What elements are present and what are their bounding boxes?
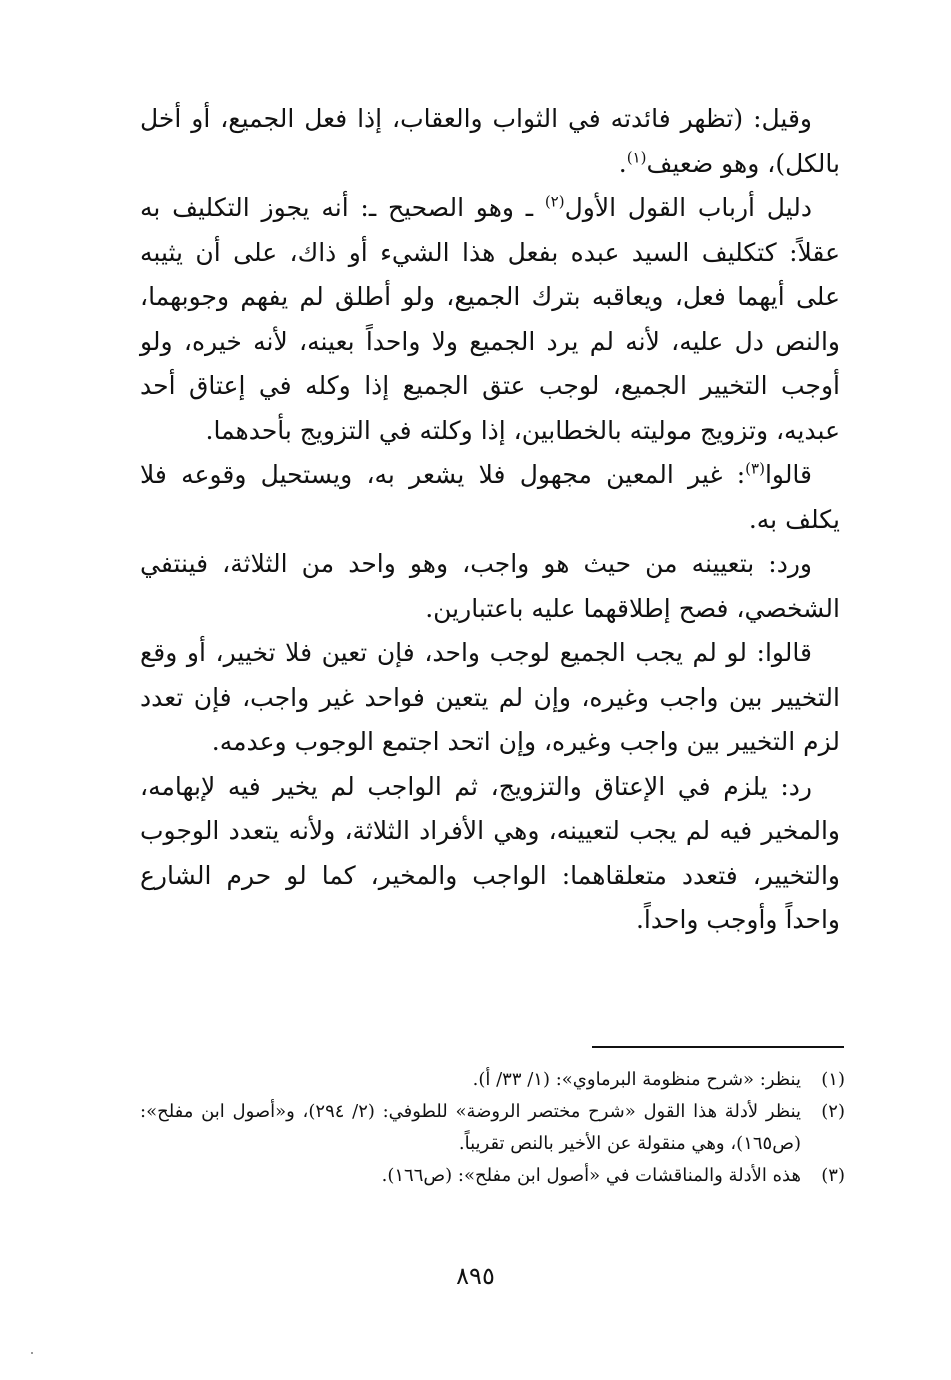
footnote-separator — [592, 1046, 844, 1048]
footnote-number: (٢) — [821, 1101, 845, 1122]
scan-speck — [31, 1352, 33, 1354]
footnote-text: هذه الأدلة والمناقشات في «أصول ابن مفلح»: (ص١٦٦). — [381, 1165, 801, 1186]
footnote-text: ينظر لأدلة هذا القول «شرح مختصر الروضة» للطوفي: (٢/ ٢٩٤)، و«أصول ابن مفلح»: (ص١٦٥)، وهي منقولة عن الأخير بالنص تقريباً. — [140, 1101, 802, 1154]
paragraph — [140, 631, 840, 765]
paragraph — [140, 542, 840, 631]
paragraph — [140, 186, 840, 453]
footnote — [140, 1096, 845, 1160]
footnote-number: (٣) — [821, 1165, 845, 1186]
paragraph — [140, 97, 840, 186]
footnote — [140, 1160, 845, 1192]
paragraph-text: ورد: بتعيينه من حيث هو واجب، وهو واحد من الثلاثة، فينتفي الشخصي، فصح إطلاقهما عليه باعتبارين. — [140, 549, 840, 623]
paragraph-text: قالوا — [764, 460, 812, 489]
paragraph-text: قالوا: لو لم يجب الجميع لوجب واحد، فإن تعين فلا تخيير، أو وقع التخيير بين واجب وغيره، وإن لم يتعين فواحد غير واجب، فإن تعدد لزم التخيير بين واجب وغيره، وإن اتحد اجتمع الوجوب وعدمه. — [140, 638, 840, 756]
footnote-ref: (٣) — [745, 459, 765, 478]
paragraph-text: وقيل: (تظهر فائدته في الثواب والعقاب، إذا فعل الجميع، أو أخل بالكل)، وهو ضعيف — [140, 104, 840, 178]
footnote-ref: (١) — [626, 148, 647, 167]
paragraph-tail: . — [618, 148, 627, 178]
footnote — [140, 1064, 845, 1096]
footnote-ref: (٢) — [544, 192, 565, 211]
footnotes — [140, 1064, 845, 1192]
main-text — [140, 97, 840, 943]
paragraph — [140, 453, 840, 542]
paragraph-tail: : غير المعين مجهول فلا يشعر به، ويستحيل وقوعه فلا يكلف به. — [140, 460, 840, 534]
footnote-number: (١) — [821, 1069, 845, 1090]
paragraph-tail: ـ وهو الصحيح ـ: أنه يجوز التكليف به عقلاً: كتكليف السيد عبده بفعل هذا الشيء أو ذاك، على أن يثيبه على أيهما فعل، ويعاقبه بترك الجميع، ولو أطلق لم يفهم وجوبهما، والنص دل عليه، لأنه لم يرد الجميع ولا واحداً بعينه، لأنه خيره، ولو أوجب التخيير الجميع، لوجب عتق الجميع إذا وكله في إعتاق أحد عبديه، وتزويج موليته بالخطابين، إذا وكلته في التزويج بأحدهما. — [140, 193, 840, 445]
page-number: ٨٩٥ — [456, 1262, 495, 1290]
paragraph-text: رد: يلزم في الإعتاق والتزويج، ثم الواجب لم يخير فيه لإبهامه، والمخير فيه لم يجب لتعيينه، وهي الأفراد الثلاثة، ولأنه يتعدد الوجوب والتخيير، فتعدد متعلقاهما: الواجب والمخير، كما لو حرم الشارع واحداً وأوجب واحداً. — [140, 771, 840, 934]
paragraph — [140, 765, 840, 943]
paragraph-text: دليل أرباب القول الأول — [564, 193, 812, 222]
footnote-text: ينظر: «شرح منظومة البرماوي»: (١/ ٣٣/ أ). — [472, 1069, 801, 1090]
